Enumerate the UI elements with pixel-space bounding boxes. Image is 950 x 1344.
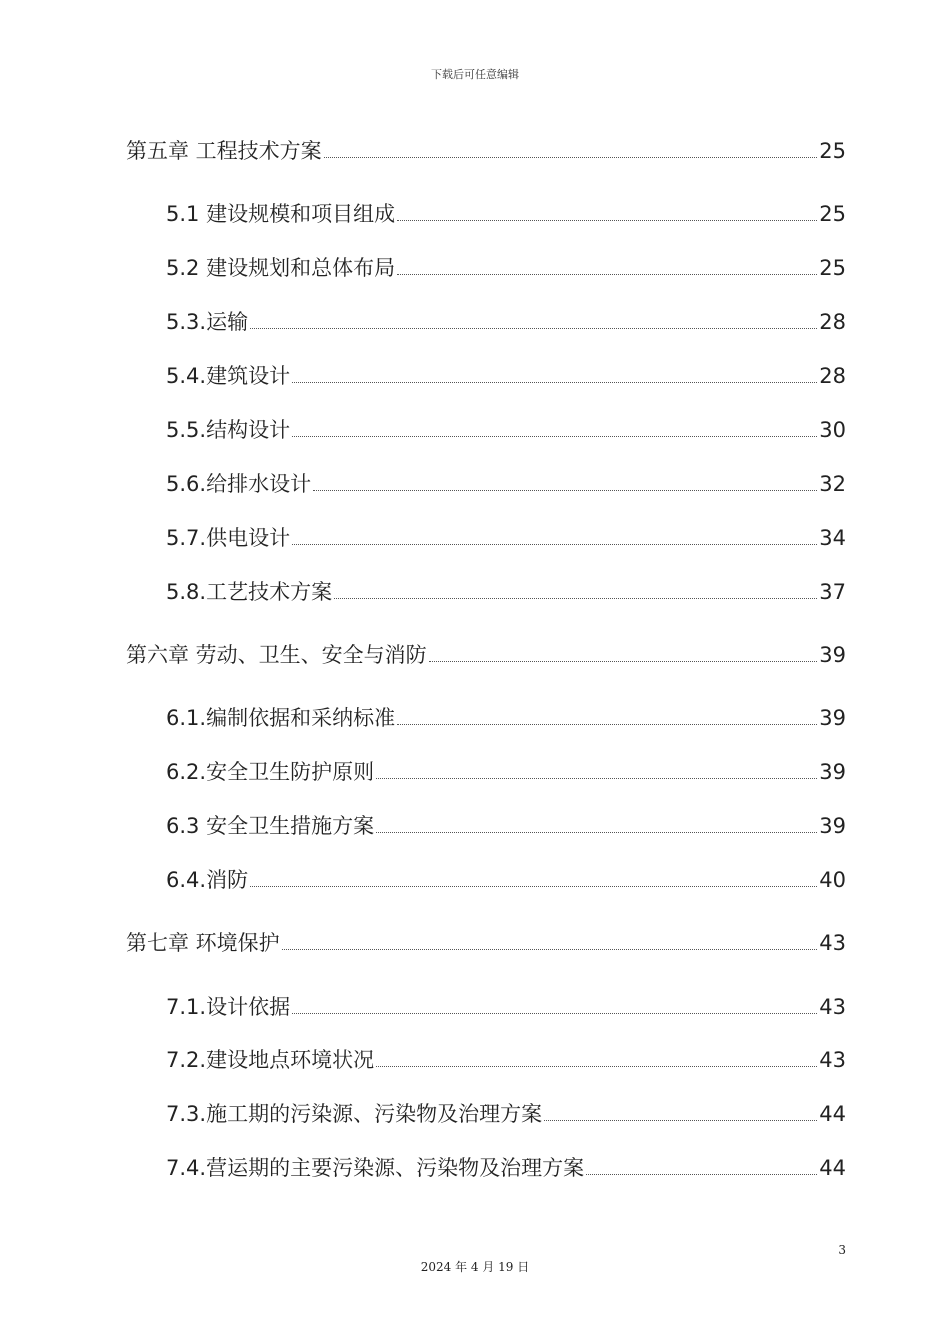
toc-page-number: 25 bbox=[819, 139, 846, 163]
toc-page-number: 43 bbox=[819, 995, 846, 1019]
toc-entry-title: 5.5.结构设计 bbox=[166, 418, 291, 442]
toc-entry-title: 5.4.建筑设计 bbox=[166, 364, 291, 388]
toc-dot-leader bbox=[376, 1065, 817, 1067]
toc-entry-title: 6.4.消防 bbox=[166, 868, 249, 892]
toc-section-5-8[interactable] bbox=[166, 577, 846, 607]
toc-page-number: 39 bbox=[819, 814, 846, 838]
toc-section-6-4[interactable] bbox=[166, 865, 846, 895]
toc-entry-title: 第六章 劳动、卫生、安全与消防 bbox=[126, 643, 427, 667]
toc-dot-leader bbox=[334, 597, 817, 599]
toc-page-number: 34 bbox=[819, 526, 846, 550]
toc-page-number: 39 bbox=[819, 643, 846, 667]
toc-section-5-2[interactable] bbox=[166, 253, 846, 283]
toc-page-number: 37 bbox=[819, 580, 846, 604]
toc-dot-leader bbox=[429, 660, 818, 662]
toc-entry-title: 5.8.工艺技术方案 bbox=[166, 580, 333, 604]
toc-dot-leader bbox=[324, 156, 818, 158]
toc-entry-title: 7.4.营运期的主要污染源、污染物及治理方案 bbox=[166, 1156, 585, 1180]
toc-section-7-1[interactable] bbox=[166, 992, 846, 1022]
toc-page-number: 28 bbox=[819, 364, 846, 388]
toc-page-number: 32 bbox=[819, 472, 846, 496]
page-header: 下载后可任意编辑 bbox=[431, 68, 519, 81]
toc-entry-title: 6.2.安全卫生防护原则 bbox=[166, 760, 375, 784]
toc-dot-leader bbox=[376, 831, 817, 833]
toc-dot-leader bbox=[397, 219, 817, 221]
toc-dot-leader bbox=[397, 273, 817, 275]
toc-dot-leader bbox=[292, 1012, 817, 1014]
toc-section-7-2[interactable] bbox=[166, 1045, 846, 1075]
toc-section-5-3[interactable] bbox=[166, 307, 846, 337]
toc-entry-title: 6.1.编制依据和采纳标准 bbox=[166, 706, 396, 730]
toc-section-5-1[interactable] bbox=[166, 199, 846, 229]
toc-section-6-1[interactable] bbox=[166, 703, 846, 733]
page-footer-date: 2024 年 4 月 19 日 bbox=[420, 1260, 530, 1274]
toc-page-number: 44 bbox=[819, 1102, 846, 1126]
toc-dot-leader bbox=[397, 723, 817, 725]
toc-dot-leader bbox=[250, 327, 817, 329]
toc-entry-title: 第五章 工程技术方案 bbox=[126, 139, 322, 163]
toc-section-5-6[interactable] bbox=[166, 469, 846, 499]
toc-page-number: 43 bbox=[819, 931, 846, 955]
toc-dot-leader bbox=[313, 489, 817, 491]
toc-chapter-7[interactable] bbox=[126, 928, 846, 958]
toc-dot-leader bbox=[544, 1119, 817, 1121]
toc-section-5-7[interactable] bbox=[166, 523, 846, 553]
toc-entry-title: 5.7.供电设计 bbox=[166, 526, 291, 550]
toc-section-6-2[interactable] bbox=[166, 757, 846, 787]
toc-entry-title: 7.2.建设地点环境状况 bbox=[166, 1048, 375, 1072]
toc-section-7-3[interactable] bbox=[166, 1099, 846, 1129]
toc-page-number: 25 bbox=[819, 256, 846, 280]
toc-section-5-5[interactable] bbox=[166, 415, 846, 445]
toc-page-number: 25 bbox=[819, 202, 846, 226]
toc-page-number: 28 bbox=[819, 310, 846, 334]
toc-entry-title: 7.1.设计依据 bbox=[166, 995, 291, 1019]
toc-dot-leader bbox=[292, 381, 817, 383]
toc-dot-leader bbox=[292, 435, 817, 437]
toc-entry-title: 5.1 建设规模和项目组成 bbox=[166, 202, 396, 226]
toc-entry-title: 第七章 环境保护 bbox=[126, 931, 280, 955]
toc-page-number: 44 bbox=[819, 1156, 846, 1180]
toc-chapter-5[interactable] bbox=[126, 136, 846, 166]
toc-section-5-4[interactable] bbox=[166, 361, 846, 391]
toc-dot-leader bbox=[282, 948, 818, 950]
toc-entry-title: 7.3.施工期的污染源、污染物及治理方案 bbox=[166, 1102, 543, 1126]
toc-page-number: 39 bbox=[819, 706, 846, 730]
toc-dot-leader bbox=[376, 777, 817, 779]
toc-dot-leader bbox=[586, 1173, 817, 1175]
toc-section-7-4[interactable] bbox=[166, 1153, 846, 1183]
toc-dot-leader bbox=[250, 885, 817, 887]
toc-page-number: 40 bbox=[819, 868, 846, 892]
toc-chapter-6[interactable] bbox=[126, 640, 846, 670]
page-number: 3 bbox=[838, 1243, 846, 1257]
toc-entry-title: 6.3 安全卫生措施方案 bbox=[166, 814, 375, 838]
toc-section-6-3[interactable] bbox=[166, 811, 846, 841]
toc-dot-leader bbox=[292, 543, 817, 545]
toc-entry-title: 5.6.给排水设计 bbox=[166, 472, 312, 496]
toc-page-number: 30 bbox=[819, 418, 846, 442]
toc-entry-title: 5.3.运输 bbox=[166, 310, 249, 334]
toc-entry-title: 5.2 建设规划和总体布局 bbox=[166, 256, 396, 280]
toc-page-number: 43 bbox=[819, 1048, 846, 1072]
toc-page-number: 39 bbox=[819, 760, 846, 784]
